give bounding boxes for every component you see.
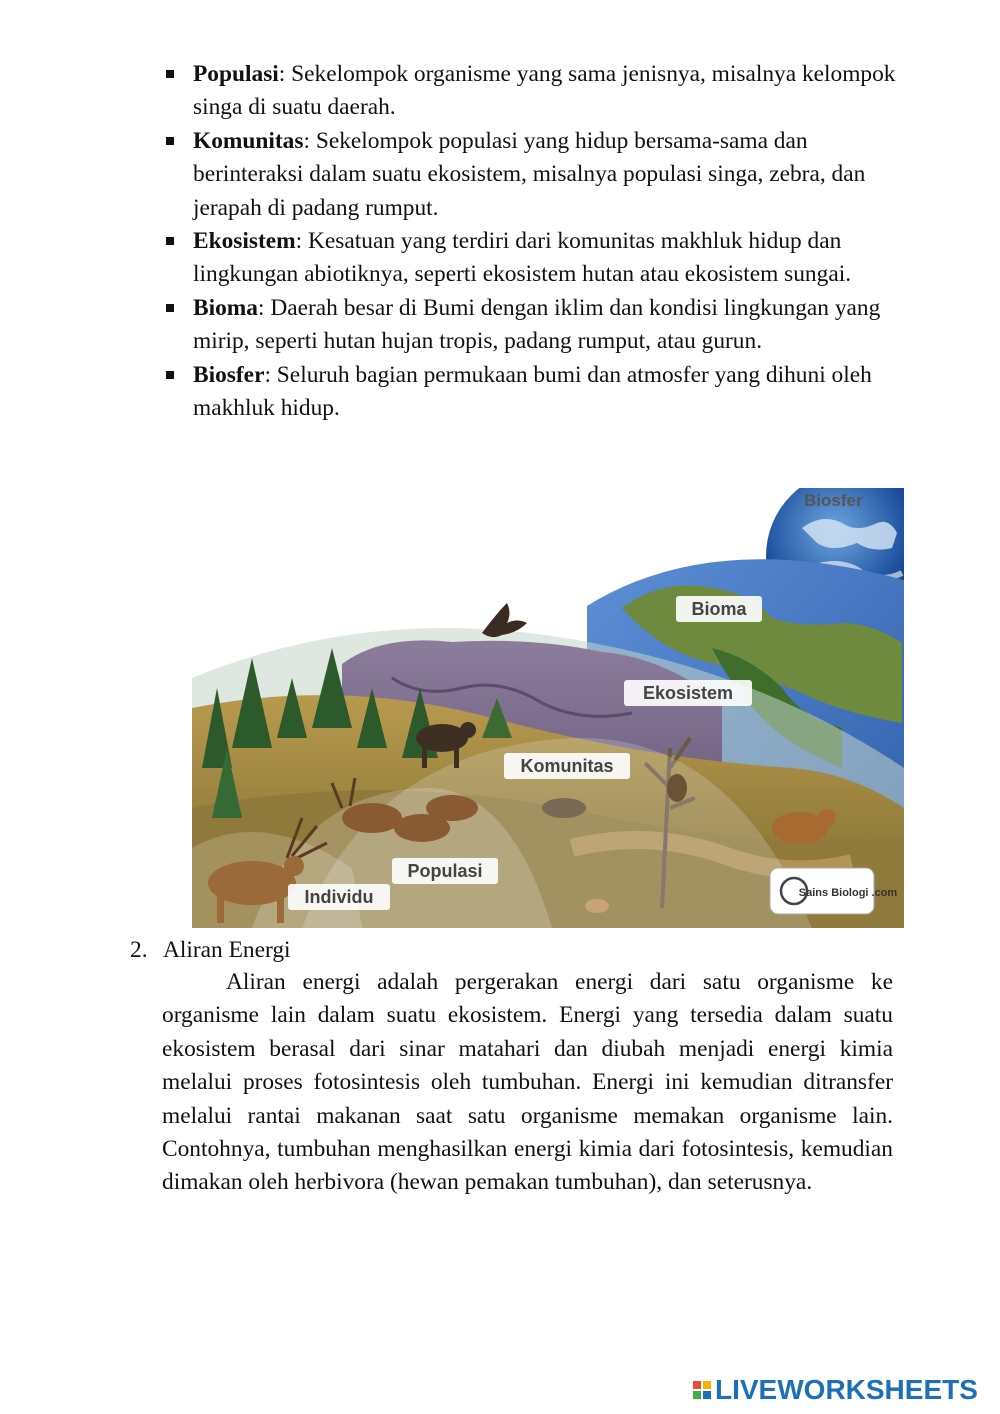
list-item (162, 225, 902, 292)
ecology-levels-illustration (192, 488, 904, 928)
bullet-square-icon (166, 70, 174, 78)
liveworksheets-logo (693, 1373, 978, 1407)
logo-block (703, 1391, 711, 1399)
term-komunitas: Komunitas (193, 127, 304, 154)
section-title: Aliran Energi (163, 937, 291, 963)
definition-text: : Daerah besar di Bumi dengan iklim dan kondisi lingkungan yang mirip, seperti hutan hujan tropis, padang rumput, atau gurun. (193, 294, 881, 355)
owl-icon (667, 774, 687, 802)
wolf-icon (542, 798, 586, 818)
label-biosfer (804, 491, 863, 510)
watermark-text: Sains Biologi .com (798, 887, 898, 899)
ecology-levels-svg (192, 488, 904, 928)
definition-text: : Kesatuan yang terdiri dari komunitas makhluk hidup dan lingkungan abiotiknya, seperti ekosistem hutan atau ekosistem sungai. (193, 228, 852, 288)
label-ekosistem (624, 680, 752, 706)
bullet-square-icon (166, 304, 174, 312)
bullet-square-icon (166, 137, 174, 145)
definition-text: : Seluruh bagian permukaan bumi dan atmosfer yang dihuni oleh makhluk hidup. (193, 361, 872, 422)
label-populasi-text: Populasi (407, 861, 483, 881)
label-bioma-text: Bioma (691, 599, 747, 619)
label-individu-text: Individu (304, 887, 374, 907)
definition-text: : Sekelompok organisme yang sama jenisnya, misalnya kelompok singa di suatu daerah. (193, 61, 896, 121)
label-populasi (392, 858, 498, 884)
logo-block (693, 1391, 701, 1399)
logo-block (703, 1381, 711, 1389)
list-item (162, 125, 902, 225)
label-individu (288, 884, 390, 910)
label-komunitas (504, 753, 630, 779)
logo-block (693, 1381, 701, 1389)
list-item (162, 58, 902, 125)
section-paragraph: Aliran energi adalah pergerakan energi dari satu organisme ke organisme lain dalam suatu ekosistem. Energi yang tersedia dalam suatu ekosistem berasal dari sinar matahari dan diubah menjadi energi kimia melalui proses fotosintesis oleh tumbuhan. Energi ini kemudian ditransfer melalui rantai makanan saat satu organisme memakan organisme lain. Contohnya, tumbuhan menghasilkan energi kimia dari fotosintesis, kemudian dimakan oleh herbivora (hewan pemakan tumbuhan), dan seterusnya. (162, 969, 893, 1196)
list-item (162, 359, 902, 426)
label-ekosistem-text: Ekosistem (642, 683, 734, 703)
bullet-square-icon (166, 237, 174, 245)
term-biosfer: Biosfer (193, 361, 265, 388)
logo-text: LIVEWORKSHEETS (715, 1374, 978, 1405)
term-populasi: Populasi (193, 61, 279, 87)
section-number: 2. (130, 937, 148, 963)
definition-text: : Sekelompok populasi yang hidup bersama-sama dan berinteraksi dalam suatu ekosistem, misalnya populasi singa, zebra, dan jerapah di padang rumput. (193, 127, 866, 221)
section-heading (130, 934, 291, 967)
label-bioma (676, 596, 762, 622)
logo-blocks-icon (693, 1381, 711, 1399)
label-komunitas-text: Komunitas (520, 756, 614, 776)
list-item (162, 292, 902, 359)
definition-list (162, 58, 902, 425)
label-biosfer-text: Biosfer (804, 491, 863, 510)
rabbit-icon (585, 899, 609, 913)
eagle-icon (482, 603, 527, 637)
term-ekosistem: Ekosistem (193, 228, 296, 255)
bullet-square-icon (166, 371, 174, 379)
term-bioma: Bioma (193, 294, 258, 321)
